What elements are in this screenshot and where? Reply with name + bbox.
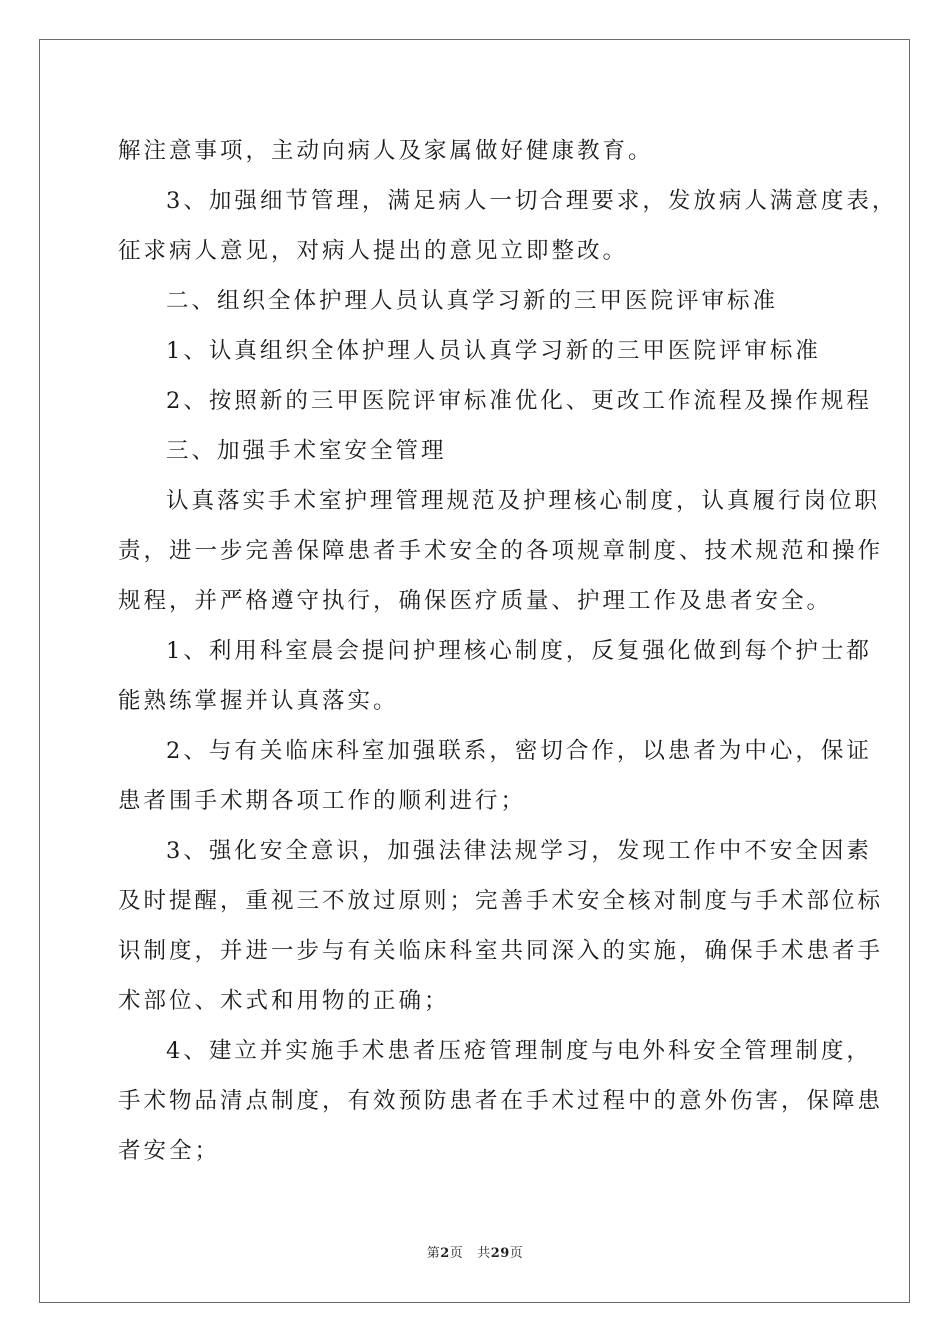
text-line: 者安全；	[118, 1138, 221, 1164]
text-line: 能熟练掌握并认真落实。	[118, 688, 399, 714]
text-line: 及时提醒，重视三不放过原则；完善手术安全核对制度与手术部位标	[118, 888, 884, 914]
text-line: 规程，并严格遵守执行，确保医疗质量、护理工作及患者安全。	[118, 588, 833, 614]
document-body	[118, 126, 898, 1176]
page-prefix: 第	[426, 1246, 441, 1261]
text-line: 1、认真组织全体护理人员认真学习新的三甲医院评审标准	[166, 338, 821, 364]
page-number: 2	[440, 1246, 450, 1261]
page-footer	[0, 1246, 950, 1262]
text-line: 3、加强细节管理，满足病人一切合理要求，发放病人满意度表，	[166, 188, 898, 214]
page-suffix: 页	[449, 1246, 464, 1261]
text-line: 手术物品清点制度，有效预防患者在手术过程中的意外伤害，保障患	[118, 1088, 884, 1114]
text-line: 责，进一步完善保障患者手术安全的各项规章制度、技术规范和操作	[118, 538, 884, 564]
total-pages: 29	[490, 1246, 510, 1261]
text-line: 2、与有关临床科室加强联系，密切合作，以患者为中心，保证	[166, 738, 872, 764]
total-suffix: 页	[509, 1246, 524, 1261]
total-prefix: 共	[477, 1246, 491, 1261]
section-heading: 三、加强手术室安全管理	[166, 438, 447, 464]
text-line: 1、利用科室晨会提问护理核心制度，反复强化做到每个护士都	[166, 638, 872, 664]
text-line: 识制度，并进一步与有关临床科室共同深入的实施，确保手术患者手	[118, 938, 884, 964]
text-line: 征求病人意见，对病人提出的意见立即整改。	[118, 238, 629, 264]
text-line: 术部位、术式和用物的正确；	[118, 988, 450, 1014]
text-line: 4、建立并实施手术患者压疮管理制度与电外科安全管理制度，	[166, 1038, 872, 1064]
text-line: 患者围手术期各项工作的顺利进行；	[118, 788, 527, 814]
text-line: 认真落实手术室护理管理规范及护理核心制度，认真履行岗位职	[166, 488, 881, 514]
text-line: 解注意事项，主动向病人及家属做好健康教育。	[118, 138, 654, 164]
text-line: 2、按照新的三甲医院评审标准优化、更改工作流程及操作规程	[166, 388, 872, 414]
text-line: 3、强化安全意识，加强法律法规学习，发现工作中不安全因素	[166, 838, 872, 864]
section-heading: 二、组织全体护理人员认真学习新的三甲医院评审标准	[166, 288, 779, 314]
